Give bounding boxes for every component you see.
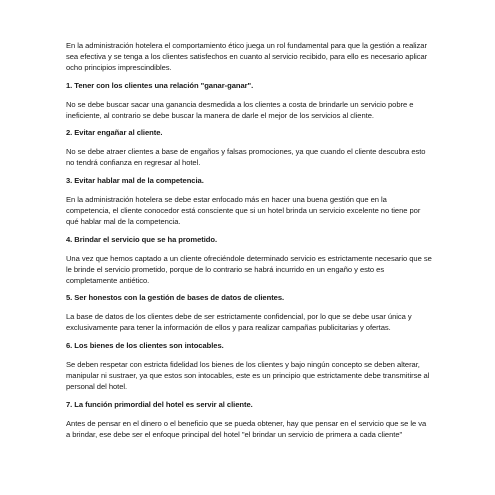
- principle-heading: 6. Los bienes de los clientes son intocables.: [66, 341, 224, 351]
- principle-heading: 7. La función primordial del hotel es servir al cliente.: [66, 399, 253, 409]
- principle-heading: 1. Tener con los clientes una relación "ganar-ganar".: [66, 80, 254, 90]
- principle-body: En la administración hotelera se debe estar enfocado más en hacer una buena gestión que en la competencia, el cliente conocedor está consciente que si un hotel brinda un servicio excelente no tiene por qué hablar mal de la competencia.: [66, 195, 421, 226]
- principle-section-4: [66, 235, 432, 287]
- principle-section-3: [66, 176, 432, 228]
- principle-section-7: [66, 400, 432, 441]
- principle-body: No se debe atraer clientes a base de engaños y falsas promociones, ya que cuando el cliente descubra esto no tendrá confianza en regresar al hotel.: [66, 147, 426, 168]
- principle-heading: 5. Ser honestos con la gestión de bases de datos de clientes.: [66, 293, 285, 303]
- principle-body: Se deben respetar con estricta fidelidad los bienes de los clientes y bajo ningún concepto se deben alterar, manipular ni sustraer, ya que estos son intocables, este es un principio que estrictamente debe transmitirse al personal del hotel.: [66, 360, 430, 391]
- principle-body: No se debe buscar sacar una ganancia desmedida a los clientes a costa de brindarle un servicio pobre e ineficiente, al contrario se debe buscar la manera de darle el mejor de los servicios al cliente.: [66, 99, 414, 120]
- intro-paragraph: En la administración hotelera el comportamiento ético juega un rol fundamental para que la gestión a realizar sea efectiva y se tenga a los clientes satisfechos en cuanto al servicio recibido, para ello es necesario aplicar ocho principios imprescindibles.: [66, 41, 428, 72]
- principle-section-1: [66, 81, 432, 122]
- principle-heading: 2. Evitar engañar al cliente.: [66, 128, 163, 138]
- document-page: [66, 41, 432, 447]
- principle-section-6: [66, 341, 432, 393]
- principle-body: Una vez que hemos captado a un cliente ofreciéndole determinado servicio es estrictamente necesario que se le brinde el servicio prometido, porque de lo contrario se habrá incurrido en un engaño y esto es completamente antiético.: [66, 253, 432, 285]
- principle-section-5: [66, 293, 432, 334]
- principle-heading: 4. Brindar el servicio que se ha prometido.: [66, 234, 218, 244]
- principle-section-2: [66, 128, 432, 169]
- principle-body: La base de datos de los clientes debe de ser estrictamente confidencial, por lo que se debe usar única y exclusivamente para tener la información de ellos y para realizar campañas publicitarias y ofertas.: [66, 312, 412, 333]
- principle-body: Antes de pensar en el dinero o el beneficio que se pueda obtener, hay que pensar en el servicio que se le va a brindar, ese debe ser el enfoque principal del hotel "el brindar un servicio de primera a cada cliente": [66, 418, 427, 439]
- principle-heading: 3. Evitar hablar mal de la competencia.: [66, 176, 204, 186]
